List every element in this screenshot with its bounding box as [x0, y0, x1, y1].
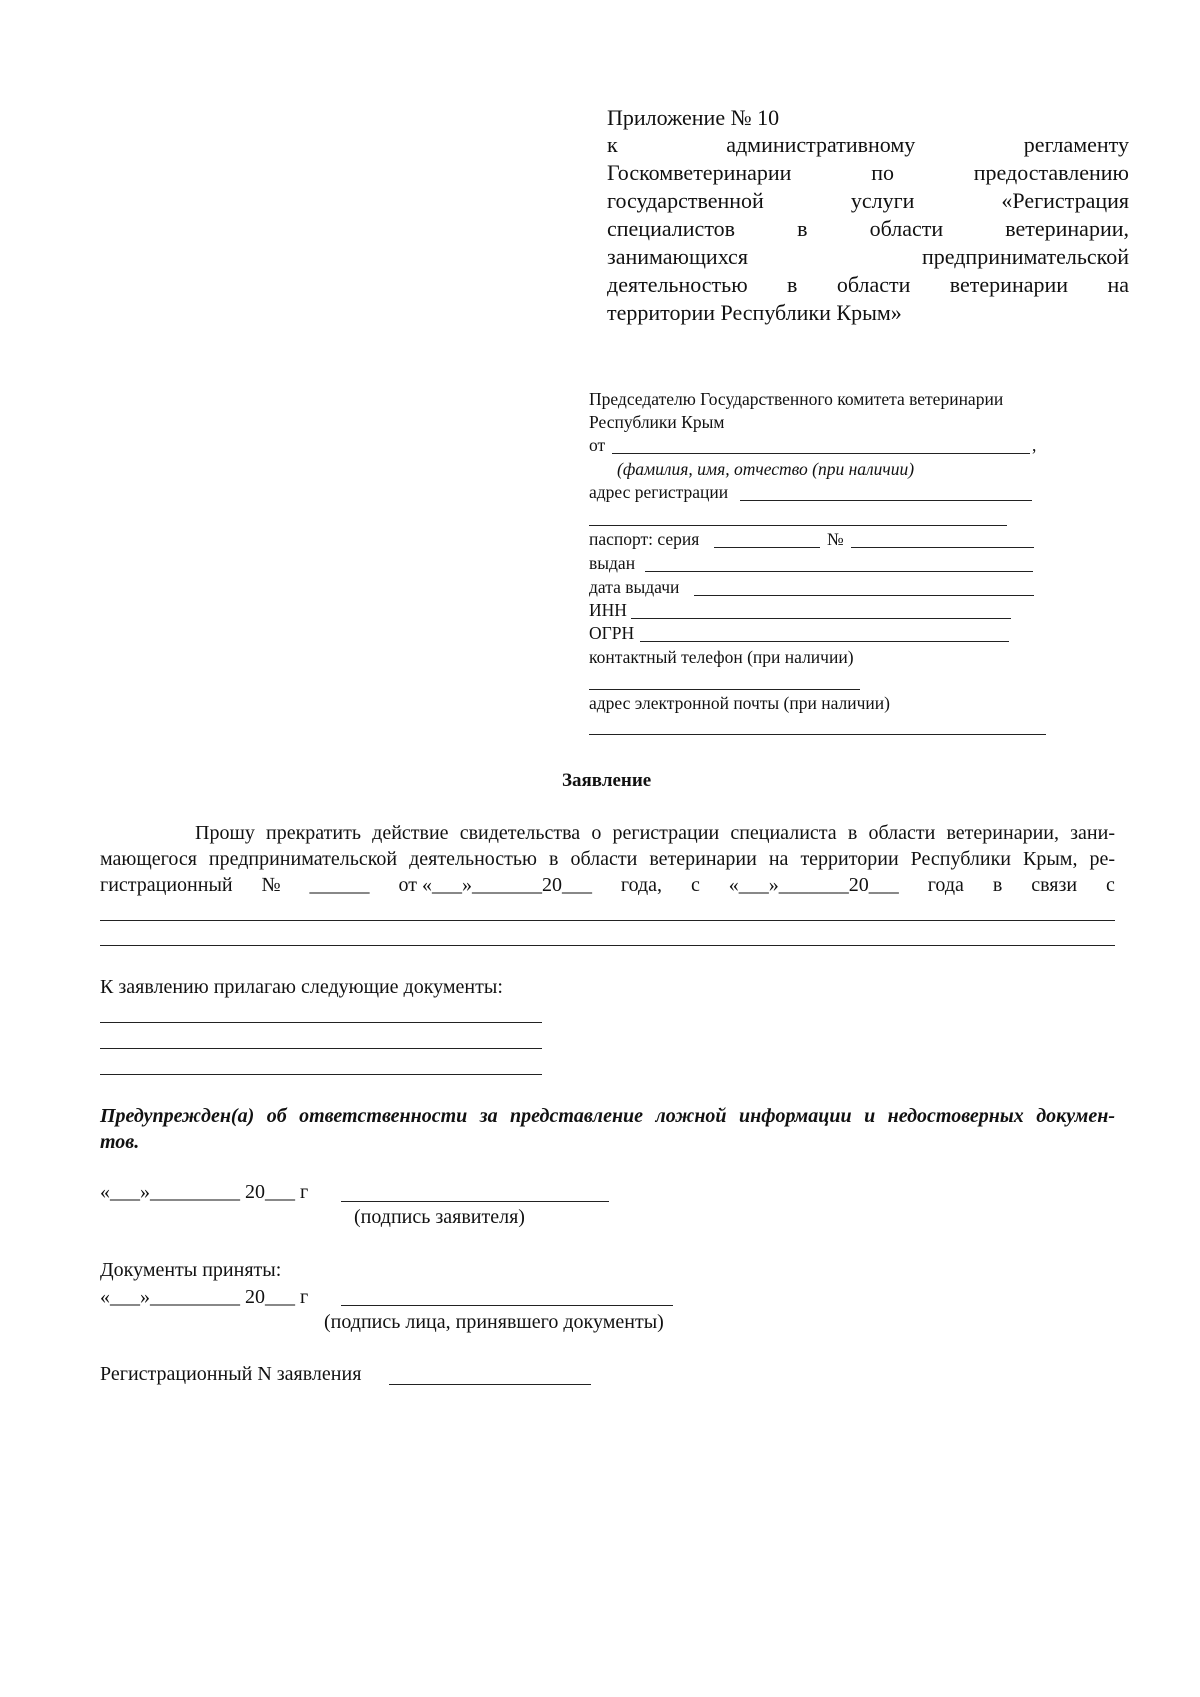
address-field-2[interactable]	[589, 525, 1007, 526]
reason-field[interactable]	[100, 920, 1115, 921]
appendix-line: Госкомветеринарии по предоставлению	[607, 160, 1129, 185]
statement-word: с	[1105, 874, 1115, 896]
phone-label: контактный телефон (при наличии)	[589, 647, 854, 667]
applicant-signature-hint: (подпись заявителя)	[354, 1206, 525, 1228]
statement-word: в	[992, 874, 1003, 896]
attachments-label: К заявлению прилагаю следующие документы:	[100, 976, 503, 998]
appendix-line: занимающихся предпринимательской	[607, 244, 1129, 269]
statement-word: года	[927, 874, 964, 896]
date-termination-field[interactable]: «___»_______20___	[728, 874, 899, 896]
receiver-signature-hint: (подпись лица, принявшего документы)	[324, 1311, 664, 1333]
registration-label: Регистрационный N заявления	[100, 1363, 362, 1385]
appendix-line: специалистов в области ветеринарии,	[607, 216, 1129, 241]
statement-word: гистрационный	[100, 874, 233, 896]
email-label: адрес электронной почты (при наличии)	[589, 693, 890, 713]
addressee-line: Председателю Государственного комитета ветеринарии	[589, 389, 1004, 409]
appendix-line: к административному регламенту	[607, 132, 1129, 157]
warning-line: Предупрежден(а) об ответственности за представление ложной информации и недостоверных докумен-	[100, 1105, 1115, 1127]
statement-line: Прошу прекратить действие свидетельства о регистрации специалиста в области ветеринарии, зани-	[195, 822, 1115, 844]
appendix-line: территории Республики Крым»	[607, 300, 902, 325]
registration-number-input[interactable]	[389, 1384, 591, 1385]
issue-date-field[interactable]	[694, 595, 1034, 596]
passport-number-field[interactable]	[851, 547, 1034, 548]
attachment-field[interactable]	[100, 1048, 542, 1049]
appendix-line: государственной услуги «Регистрация	[607, 188, 1129, 213]
address-label: адрес регистрации	[589, 482, 729, 502]
from-comma: ,	[1032, 435, 1037, 455]
from-field[interactable]	[612, 453, 1030, 454]
passport-series-field[interactable]	[714, 547, 820, 548]
issued-label: выдан	[589, 553, 636, 573]
warning-line: тов.	[100, 1131, 140, 1153]
accepted-label: Документы приняты:	[100, 1259, 282, 1281]
registration-number-field[interactable]: ______	[309, 874, 370, 896]
addressee-line: Республики Крым	[589, 412, 725, 432]
attachment-field[interactable]	[100, 1074, 542, 1075]
date-from-field[interactable]: от «___»_______20___	[398, 874, 592, 896]
email-field[interactable]	[589, 734, 1046, 735]
receiver-signature-field[interactable]	[341, 1305, 673, 1306]
attachment-field[interactable]	[100, 1022, 542, 1023]
applicant-signature-field[interactable]	[341, 1201, 609, 1202]
name-hint: (фамилия, имя, отчество (при наличии)	[617, 459, 915, 479]
statement-word: связи	[1031, 874, 1078, 896]
number-sign: №	[827, 529, 844, 549]
from-label: от	[589, 435, 606, 455]
statement-word: года,	[620, 874, 663, 896]
statement-line-3	[100, 874, 1115, 897]
address-field[interactable]	[740, 500, 1032, 501]
phone-field[interactable]	[589, 689, 860, 690]
inn-label: ИНН	[589, 600, 627, 620]
ogrn-field[interactable]	[640, 641, 1009, 642]
accepted-date[interactable]: «___»_________ 20___ г	[100, 1286, 309, 1308]
signature-date[interactable]: «___»_________ 20___ г	[100, 1181, 309, 1203]
appendix-title: Приложение № 10	[607, 105, 780, 130]
statement-word: с	[690, 874, 700, 896]
issued-field[interactable]	[645, 571, 1033, 572]
passport-label: паспорт: серия	[589, 529, 700, 549]
statement-line: мающегося предпринимательской деятельностью в области ветеринарии на территории Республики Крым, ре-	[100, 848, 1115, 870]
reason-field-2[interactable]	[100, 945, 1115, 946]
appendix-line: деятельностью в области ветеринарии на	[607, 272, 1129, 297]
ogrn-label: ОГРН	[589, 623, 635, 643]
statement-heading: Заявление	[562, 770, 652, 791]
inn-field[interactable]	[631, 618, 1011, 619]
statement-word: №	[261, 874, 281, 896]
issue-date-label: дата выдачи	[589, 577, 680, 597]
